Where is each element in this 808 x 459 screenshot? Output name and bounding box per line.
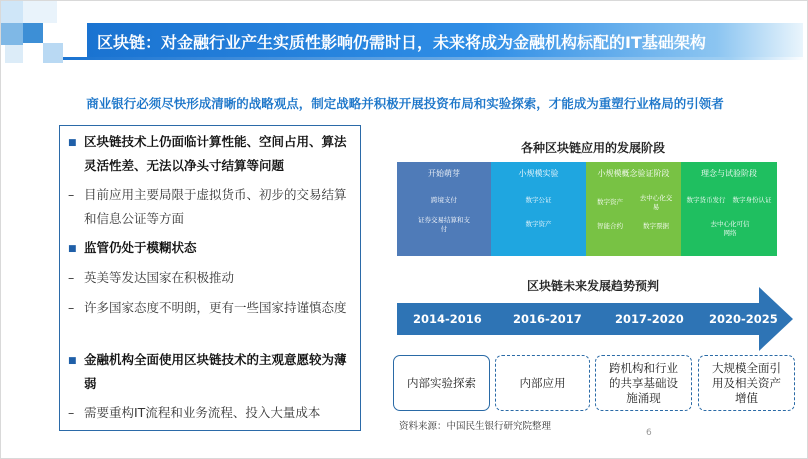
list-item-sub: – 目前应用主要局限于虚拟货币、初步的交易结算和信息公证等方面: [68, 183, 356, 231]
square-bullet-icon: ■: [68, 244, 77, 254]
dash-bullet-icon: –: [68, 405, 75, 420]
period-label: 2014-2016: [413, 312, 482, 326]
stage-item: 去中心化交易: [639, 194, 673, 211]
stage-item: 数字身份认证: [732, 196, 772, 204]
dash-bullet-icon: –: [68, 270, 75, 285]
page-title: 区块链：对金融行业产生实质性影响仍需时日，未来将成为金融机构标配的IT基础架构: [97, 33, 706, 52]
title-bar: [87, 23, 803, 57]
phase-box: 内部应用: [495, 355, 590, 411]
decor-square: [1, 23, 23, 45]
stage-name: 小规模概念验证阶段: [597, 169, 670, 178]
source-note: 资料来源：中国民生银行研究院整理: [399, 421, 552, 432]
stage-item: 证券交易结算和支付: [418, 216, 470, 233]
stage-item: 数字票据: [643, 222, 669, 230]
trend-title: 区块链未来发展趋势预判: [526, 279, 659, 293]
stage-item: 智能合约: [597, 222, 623, 230]
subtitle: 商业银行必须尽快形成清晰的战略观点，制定战略并积极开展投资布局和实验探索，才能成为重塑行业格局的引领者: [86, 96, 724, 111]
stage-item: 数字公证: [525, 196, 552, 204]
list-item-main: ■ 金融机构全面使用区块链技术的主观意愿较为薄弱: [68, 348, 356, 396]
stage-name: 开始萌芽: [428, 169, 460, 178]
phase-box: 内部实验探索: [393, 355, 490, 411]
stage-item: 数字资产: [525, 220, 552, 228]
square-bullet-icon: ■: [68, 356, 77, 366]
decor-square: [43, 43, 63, 63]
phase-box: 大规模全面引用及相关资产增值: [698, 355, 795, 411]
list-item-main: ■ 区块链技术上仍面临计算性能、空间占用、算法灵活性差、无法以净头寸结算等问题: [68, 130, 356, 178]
stage-column: [491, 162, 586, 256]
page-number: 6: [646, 428, 652, 438]
period-label: 2017-2020: [615, 312, 684, 326]
square-bullet-icon: ■: [68, 138, 77, 148]
stage-column: [397, 162, 491, 256]
list-item-main: ■ 监管仍处于模糊状态: [68, 236, 356, 260]
decor-square: [1, 1, 23, 23]
period-label: 2016-2017: [513, 312, 582, 326]
dash-bullet-icon: –: [68, 300, 75, 315]
decor-square: [23, 1, 57, 23]
stage-column: [586, 162, 681, 256]
list-item-sub: – 英美等发达国家在积极推动: [68, 266, 356, 290]
stage-item: 数字资产: [597, 198, 623, 206]
title-underline: [63, 57, 805, 60]
stage-name: 理念与试验阶段: [701, 169, 757, 178]
stage-name: 小规模实验: [518, 169, 559, 178]
period-label: 2020-2025: [709, 312, 778, 326]
stage-item: 数字货币发行: [686, 196, 726, 204]
stages-chart: [397, 162, 777, 256]
dash-bullet-icon: –: [68, 187, 75, 202]
list-item-sub: – 许多国家态度不明朗，更有一些国家持谨慎态度: [68, 296, 356, 320]
stage-item: 跨境支付: [431, 196, 457, 204]
stage-item: 去中心化可信网络: [710, 220, 750, 237]
issues-panel: [59, 125, 361, 431]
decor-square: [5, 45, 23, 63]
phase-box: 跨机构和行业的共享基础设施涌现: [595, 355, 692, 411]
stages-chart-title: 各种区块链应用的发展阶段: [520, 141, 665, 155]
list-item-sub: – 需要重构IT流程和业务流程、投入大量成本: [68, 401, 356, 425]
decor-square: [23, 23, 43, 43]
stage-column: [681, 162, 777, 256]
